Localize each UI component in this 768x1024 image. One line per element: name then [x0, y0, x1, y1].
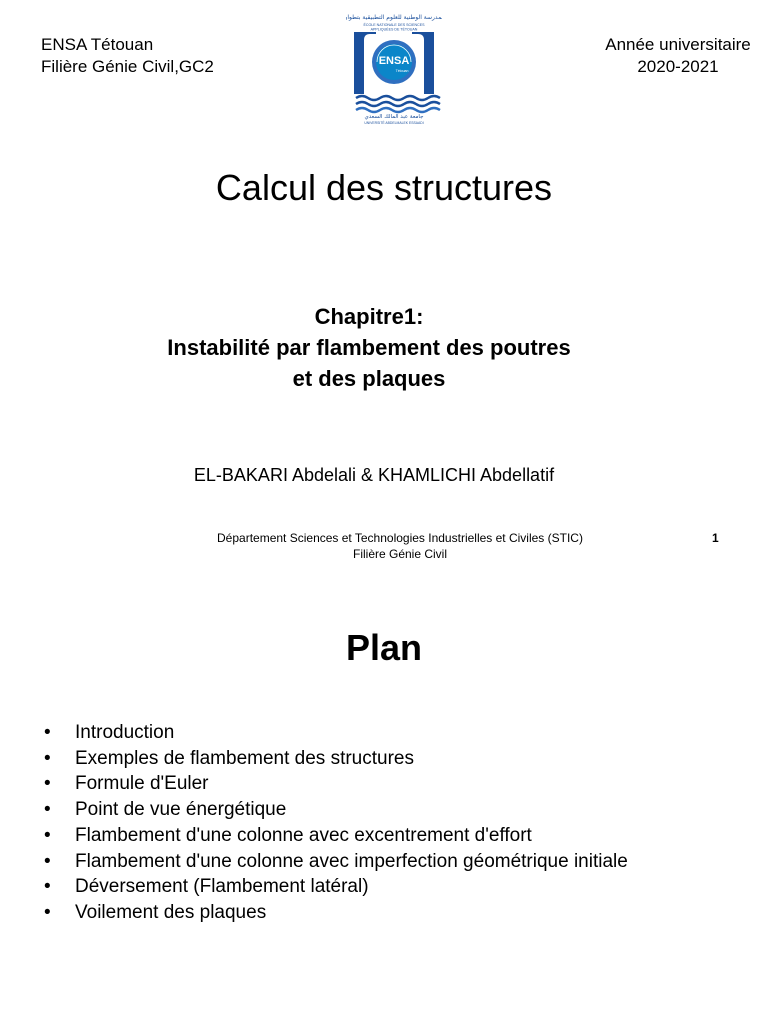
list-item: • Déversement (Flambement latéral) [44, 874, 628, 900]
list-item: • Flambement d'une colonne avec imperfection géométrique initiale [44, 849, 628, 875]
academic-year-value: 2020-2021 [637, 57, 719, 76]
logo-french-bottom: UNIVERSITÉ ABDELMALEK ESSAADI [364, 121, 424, 125]
chapter-number: Chapitre1: [314, 304, 424, 329]
logo-emblem-text: ENSA [378, 55, 410, 67]
logo-arabic-bottom: جامعة عبد المالك السعدي [364, 114, 424, 120]
academic-year-label: Année universitaire [605, 35, 751, 54]
list-item: • Flambement d'une colonne avec excentrement d'effort [44, 823, 628, 849]
slide-footer [150, 530, 650, 562]
logo-arabic-top: المدرسة الوطنية للعلوم التطبيقية بتطوان [346, 14, 442, 21]
list-item: • Point de vue énergétique [44, 797, 628, 823]
footer-program: Filière Génie Civil [352, 547, 448, 561]
chapter-heading [0, 301, 738, 394]
document-title: Calcul des structures [215, 167, 553, 208]
plan-list [44, 720, 628, 926]
institution-name: ENSA Tétouan [41, 35, 154, 54]
authors: EL-BAKARI Abdelali & KHAMLICHI Abdellatif [193, 465, 555, 485]
logo-french-top-1: ÉCOLE NATIONALE DES SCIENCES [363, 23, 425, 27]
logo-emblem-sub: Tétouan [395, 69, 409, 73]
department-name: Département Sciences et Technologies Industrielles et Civiles (STIC) [217, 531, 583, 545]
header-academic-year [588, 34, 768, 78]
ensa-logo [346, 10, 442, 126]
program-name: Filière Génie Civil,GC2 [41, 57, 214, 76]
logo-french-top-2: APPLIQUÉES DE TÉTOUAN [370, 27, 418, 32]
list-item: • Exemples de flambement des structures [44, 746, 628, 772]
list-item: • Formule d'Euler [44, 771, 628, 797]
list-item: • Introduction [44, 720, 628, 746]
chapter-title-line2: et des plaques [292, 366, 446, 391]
chapter-title-line1: Instabilité par flambement des poutres [167, 335, 571, 360]
page-number: 1 [712, 531, 719, 545]
list-item: • Voilement des plaques [44, 900, 628, 926]
plan-title: Plan [345, 627, 423, 668]
header-institution [41, 34, 214, 78]
